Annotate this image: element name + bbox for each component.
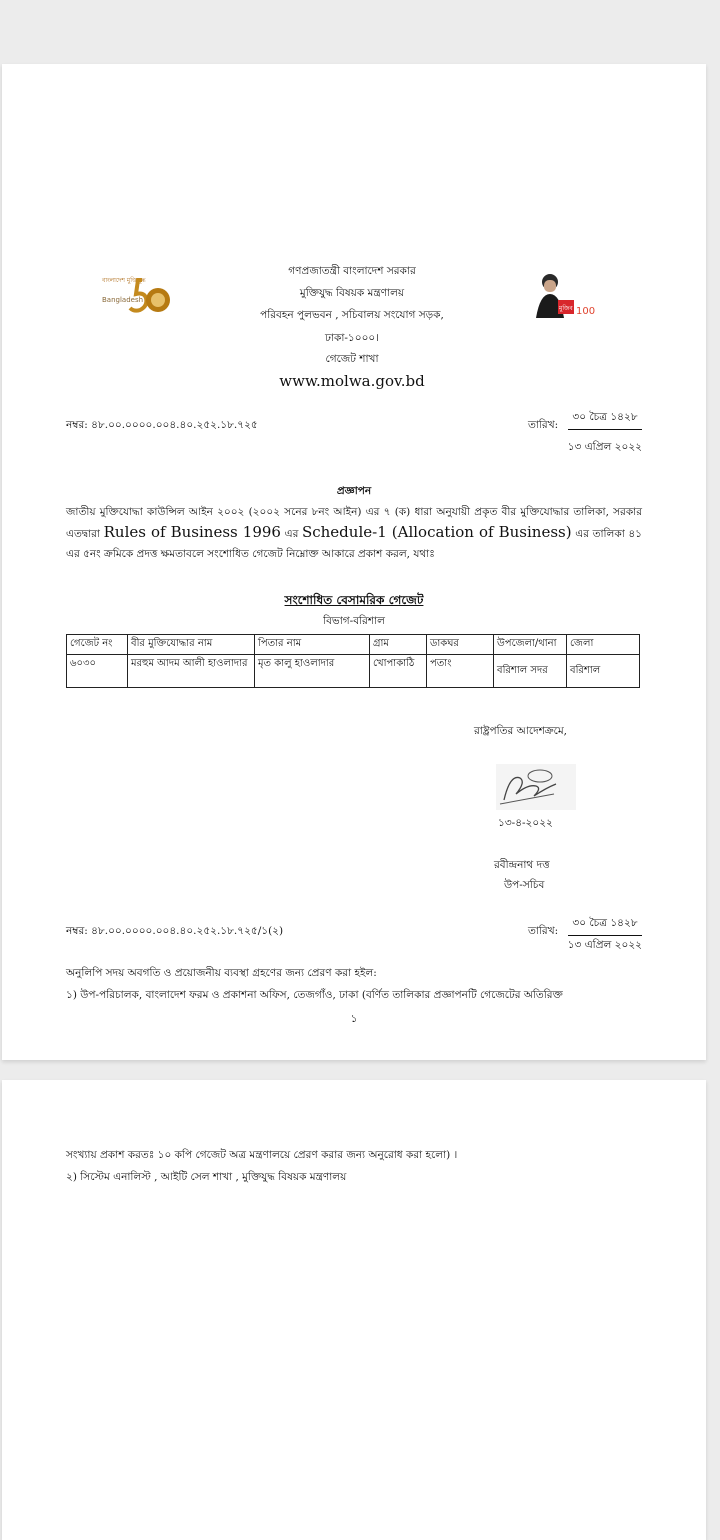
president-order: রাষ্ট্রপতির আদেশক্রমে, [474, 725, 567, 737]
copy-intro: অনুলিপি সদয় অবগতি ও প্রয়োজনীয় ব্যবস্থা গ্রহণের জন্য প্রেরণ করা হইল: [66, 967, 377, 979]
notice-latin-1: Rules of Business 1996 [103, 523, 281, 541]
memo-number-copy: নম্বর: ৪৮.০০.০০০০.০০৪.৪০.২৫২.১৮.৭২৫/১(২) [66, 925, 284, 937]
col-district: জেলা [567, 635, 640, 655]
header-address: পরিবহন পুলভবন , সচিবালয় সংযোগ সড়ক, [260, 309, 444, 321]
cell-post: পতাং [427, 655, 494, 688]
logo-right-num: 100 [576, 306, 596, 317]
cell-father: মৃত কালু হাওলাদার [255, 655, 370, 688]
header-govt: গণপ্রজাতন্ত্রী বাংলাদেশ সরকার [288, 265, 416, 277]
date-english-copy: ১৩ এপ্রিল ২০২২ [567, 939, 642, 951]
gazette-division: বিভাগ-বরিশাল [323, 615, 385, 627]
cell-district: বরিশাল [567, 655, 640, 688]
header-ministry: মুক্তিযুদ্ধ বিষয়ক মন্ত্রণালয় [299, 287, 405, 299]
copy-item-2: ২) সিস্টেম এনালিস্ট , আইটি সেল শাখা , মুক্তিযুদ্ধ বিষয়ক মন্ত্রণালয় [66, 1171, 347, 1183]
page-number: ১ [350, 1013, 358, 1025]
document-page-2 [2, 1080, 706, 1540]
col-post: ডাকঘর [427, 635, 494, 655]
copy-item-1-continued: সংখ্যায় প্রকাশ করতঃ ১০ কপি গেজেট অত্র মন্ত্রণালয়ে প্রেরণ করার জন্য অনুরোধ করা হলো) । [66, 1149, 458, 1161]
col-name: বীর মুক্তিযোদ্ধার নাম [128, 635, 255, 655]
header-city: ঢাকা-১০০০। [325, 332, 379, 344]
notice-latin-2: Schedule-1 (Allocation of Business) [301, 523, 572, 541]
gazette-title: সংশোধিত বেসামরিক গেজেট [284, 593, 424, 607]
logo-right-text: মুজিব বর্ষ [559, 305, 582, 312]
logo-left-top-text: বাংলাদেশ মুক্তিযুদ্ধ [102, 277, 146, 284]
signatory-designation: উপ-সচিব [504, 879, 545, 891]
header-website[interactable]: www.molwa.gov.bd [279, 372, 425, 390]
date-bangla: ৩০ চৈত্র ১৪২৮ [568, 410, 642, 430]
memo-number: নম্বর: ৪৮.০০.০০০০.০০৪.৪০.২৫২.১৮.৭২৫ [66, 419, 258, 431]
notice-title: প্রজ্ঞাপন [336, 485, 372, 497]
signature-image [496, 764, 576, 810]
col-upazila: উপজেলা/থানা [494, 635, 567, 655]
col-gazette-no: গেজেট নং [67, 635, 128, 655]
date-label: তারিখ: [528, 419, 559, 431]
signature-date: ১৩-৪-২০২২ [498, 817, 553, 829]
cell-gazette-no: ৬০৩০ [67, 655, 128, 688]
date-english: ১৩ এপ্রিল ২০২২ [567, 441, 642, 453]
cell-village: খোপাকাঠি [370, 655, 427, 688]
logo-left-text: Bangladesh [102, 296, 144, 304]
signatory-name: রবীন্দ্রনাথ দত্ত [494, 859, 550, 871]
document-page-1 [2, 64, 706, 1060]
notice-paragraph [66, 502, 642, 564]
table-row [67, 655, 640, 688]
table-header-row [67, 635, 640, 655]
date-bangla-copy: ৩০ চৈত্র ১৪২৮ [568, 916, 642, 936]
cell-upazila: বরিশাল সদর [494, 655, 567, 688]
col-father: পিতার নাম [255, 635, 370, 655]
bangladesh-50-logo [98, 270, 174, 322]
header-section: গেজেট শাখা [325, 353, 379, 365]
date-label-copy: তারিখ: [528, 925, 559, 937]
cell-name: মরহুম আদম আলী হাওলাদার [128, 655, 255, 688]
copy-item-1: ১) উপ-পরিচালক, বাংলাদেশ ফরম ও প্রকাশনা অফিস, তেজগাঁও, ঢাকা (বর্ণিত তালিকার প্রজ্ঞাপনটি গেজেটের অতিরিক্ত [66, 989, 563, 1001]
mujib-100-logo [532, 270, 606, 322]
notice-text-1: জাতীয় মুক্তিযোদ্ধা কাউন্সিল আইন ২০০২ (২০০২ সনের ৮নং আইন) এর ৭ (ক) ধারা অনুযায়ী প্রকৃত বীর মুক্তিযোদ্ধার তালিকা, সরকার এতদ্বারা [66, 506, 642, 540]
col-village: গ্রাম [370, 635, 427, 655]
gazette-table [66, 634, 640, 688]
notice-text-3: এর তালিকা ৪১ এর ৫নং ক্রমিকে প্রদত্ত ক্ষমতাবলে সংশোধিত গেজেট নিম্নোক্ত আকারে প্রকাশ করল, যথাঃ [66, 528, 642, 560]
notice-text-2: এর [284, 528, 299, 540]
